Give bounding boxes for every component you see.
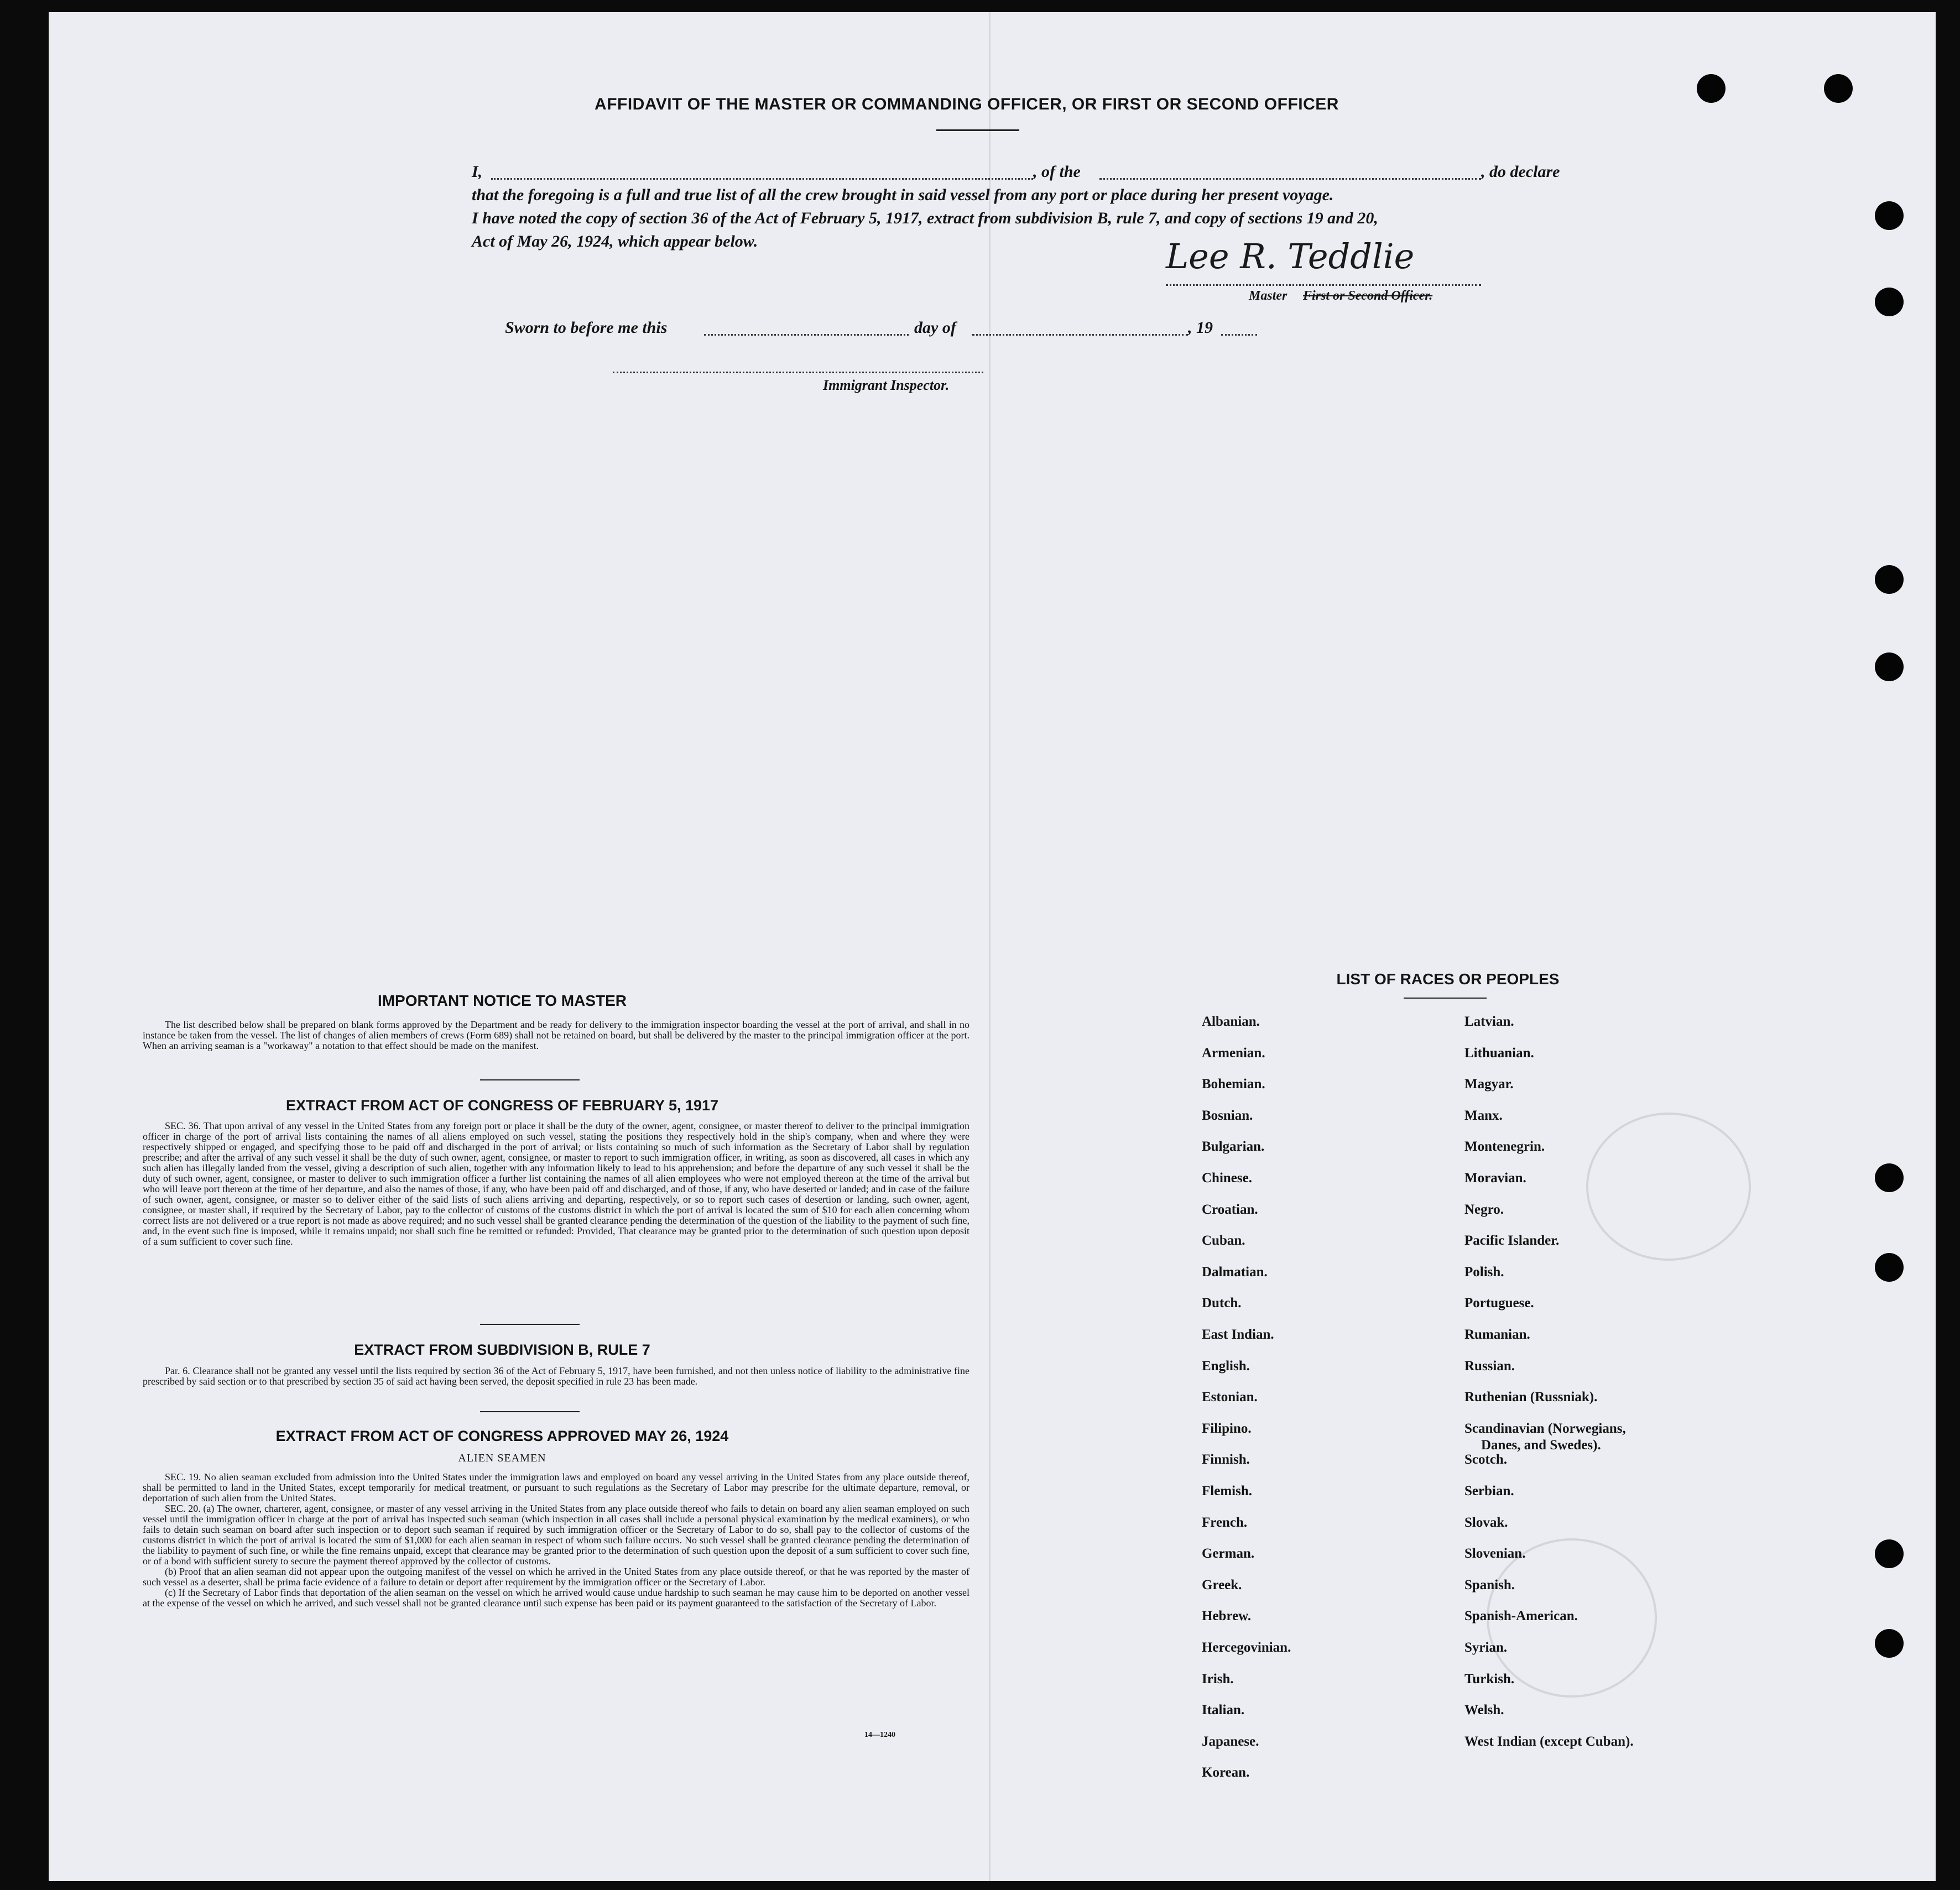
inspector-label: Immigrant Inspector. xyxy=(823,377,950,393)
race-item: Estonian. xyxy=(1202,1390,1258,1405)
declaration-i: I, xyxy=(472,163,483,181)
form-number: 14—1240 xyxy=(864,1731,895,1739)
vessel-line xyxy=(1099,178,1481,180)
alien-seamen-subtitle: ALIEN SEAMEN xyxy=(458,1452,546,1464)
race-item: Cuban. xyxy=(1202,1233,1245,1249)
race-item: Welsh. xyxy=(1464,1703,1504,1718)
race-item: Italian. xyxy=(1202,1703,1245,1718)
sec-20c-paragraph: (c) If the Secretary of Labor finds that deportation of the alien seaman on the vessel on which he arrived would cause undue hardship to such seaman he may cause him to be deported on another vessel at the expense of the vessel on which he arrived, and such vessel shall not be granted clearance until such expense has been paid or its payment guaranteed to the satisfaction of the Secretary of Labor. xyxy=(143,1587,969,1609)
section-rule xyxy=(480,1079,580,1080)
notice-body xyxy=(143,1020,969,1051)
declaration-of-the: , of the xyxy=(1033,163,1081,181)
race-item: Pacific Islander. xyxy=(1464,1233,1560,1249)
sworn-label: Sworn to before me this xyxy=(505,319,668,337)
sworn-year: , 19 xyxy=(1188,319,1213,337)
race-item: Rumanian. xyxy=(1464,1327,1530,1342)
race-item: Ruthenian (Russniak). xyxy=(1464,1390,1598,1405)
sworn-day-line xyxy=(704,334,909,336)
race-item: Albanian. xyxy=(1202,1014,1260,1029)
inspector-signature-line xyxy=(613,372,983,373)
extract-rule7-paragraph: Par. 6. Clearance shall not be granted any vessel until the lists required by section 36 of the Act of February 5, 1917, have been furnished, and not then unless notice of liability to the administrative fine prescribed by said section or to that prescribed by section 35 of said act having been served, the deposit specified in rule 23 has been made. xyxy=(143,1365,969,1387)
race-item: Slovenian. xyxy=(1464,1546,1526,1562)
extract-1917-body xyxy=(143,1121,969,1247)
race-item: Filipino. xyxy=(1202,1421,1252,1436)
race-item: Hercegovinian. xyxy=(1202,1640,1291,1655)
races-title: LIST OF RACES OR PEOPLES xyxy=(1336,970,1560,988)
extract-1924-body xyxy=(143,1472,969,1609)
race-item: Manx. xyxy=(1464,1108,1503,1123)
declaration-do-declare: , do declare xyxy=(1481,163,1560,181)
master-label: Master xyxy=(1249,289,1287,303)
punch-hole xyxy=(1875,1163,1904,1192)
race-item: Russian. xyxy=(1464,1358,1515,1374)
affidavit-title: AFFIDAVIT OF THE MASTER OR COMMANDING OFFICER, OR FIRST OR SECOND OFFICER xyxy=(595,95,1339,113)
declaration-line-4: Act of May 26, 1924, which appear below. xyxy=(472,232,758,250)
sec-19-paragraph: SEC. 19. No alien seaman excluded from admission into the United States under the immigration laws and employed on board any vessel arriving in the United States from any place outside thereof, shall be permitted to land in the United States, except temporarily for medical treatment, or pursuant to such regulations as the Secretary of Labor may prescribe for the ultimate departure, removal, or deportation of such alien from the United States. xyxy=(143,1471,969,1503)
race-item: Armenian. xyxy=(1202,1045,1265,1061)
race-item: West Indian (except Cuban). xyxy=(1464,1734,1634,1749)
race-item: Flemish. xyxy=(1202,1484,1252,1499)
document-page xyxy=(49,12,1936,1881)
race-item: Slovak. xyxy=(1464,1515,1508,1530)
extract-rule7-title: EXTRACT FROM SUBDIVISION B, RULE 7 xyxy=(354,1341,650,1358)
title-rule xyxy=(936,129,1019,131)
punch-hole xyxy=(1875,565,1904,594)
race-item: Scandinavian (Norwegians, xyxy=(1464,1421,1626,1436)
race-item: Irish. xyxy=(1202,1671,1234,1687)
sworn-day-of: day of xyxy=(914,319,956,337)
race-item: English. xyxy=(1202,1358,1250,1374)
sec-20b-paragraph: (b) Proof that an alien seaman did not appear upon the outgoing manifest of the vessel on which he arrived in the United States from any place outside thereof, or that he was reported by the master of such vessel as a deserter, shall be prima facie evidence of a failure to detain or deport after requirement by the immigration officer or the Secretary of Labor. xyxy=(143,1566,969,1588)
punch-hole xyxy=(1875,288,1904,316)
race-item: East Indian. xyxy=(1202,1327,1274,1342)
punch-hole xyxy=(1875,1629,1904,1658)
race-item: Portuguese. xyxy=(1464,1296,1534,1311)
extract-1917-title: EXTRACT FROM ACT OF CONGRESS OF FEBRUARY 5, 1917 xyxy=(285,1097,719,1114)
race-item: Scotch. xyxy=(1464,1452,1508,1468)
extract-1917-paragraph: SEC. 36. That upon arrival of any vessel in the United States from any foreign port or place it shall be the duty of the owner, agent, consignee, or master thereof to deliver to the principal immigration officer in charge of the port of arrival lists containing the names of all aliens employed on such vessel, stating the positions they respectively hold in the ship's company, when and where they were respectively shipped or engaged, and specifying those to be paid off and discharged in the port of arrival; or lists containing so much of such information as the Secretary of Labor shall by regulation prescribe; and after the arrival of any such vessel it shall be the duty of such owner, agent, consignee, or master to report to such immigration officer, in writing, as soon as discovered, all cases in which any such alien has illegally landed from the vessel, giving a description of such alien, together with any information likely to lead to his apprehension; and before the departure of any such vessel it shall be the duty of such owner, agent, consignee, or master to deliver to such immigration officer a further list containing the names of all alien employees who were not employed thereon at the time of the arrival but who will leave port thereon at the time of her departure, and also the names of those, if any, who have been paid off and discharged, and of those, if any, who have deserted or landed; and in case of the failure of such owner, agent, consignee, or master so to deliver either of the said lists of such aliens arriving and departing, respectively, or so to report such cases of desertion or landing, such owner, agent, consignee, or master shall, if required by the Secretary of Labor, pay to the collector of customs of the customs district in which the port of arrival is located the sum of $10 for each alien concerning whom correct lists are not delivered or a true report is not made as above required; and no such vessel shall be granted clearance pending the determination of the question of the liability to the payment of such fine, and, in the event such fine is imposed, while it remains unpaid; nor shall such fine be remitted or refunded: Provided, That clearance may be granted prior to the determination of such question upon deposit of a sum sufficient to cover such fine. xyxy=(143,1120,969,1247)
race-item: Spanish. xyxy=(1464,1577,1515,1593)
struck-officer-label: First or Second Officer. xyxy=(1303,289,1433,303)
race-item: Turkish. xyxy=(1464,1671,1515,1687)
race-item: Croatian. xyxy=(1202,1202,1258,1217)
race-item: Greek. xyxy=(1202,1577,1242,1593)
extract-1924-title: EXTRACT FROM ACT OF CONGRESS APPROVED MAY 26, 1924 xyxy=(275,1428,729,1444)
race-item: Negro. xyxy=(1464,1202,1504,1217)
race-item: Spanish-American. xyxy=(1464,1609,1578,1624)
race-item: Magyar. xyxy=(1464,1077,1514,1092)
race-item: Dalmatian. xyxy=(1202,1264,1268,1280)
extract-rule7-body xyxy=(143,1366,969,1387)
race-item: Latvian. xyxy=(1464,1014,1514,1029)
race-item: Bohemian. xyxy=(1202,1077,1265,1092)
master-signature: Lee R. Teddlie xyxy=(1166,236,1415,276)
race-item: Hebrew. xyxy=(1202,1609,1252,1624)
race-item: Finnish. xyxy=(1202,1452,1250,1468)
race-item: Bosnian. xyxy=(1202,1108,1253,1123)
section-rule xyxy=(480,1324,580,1325)
sworn-month-line xyxy=(972,334,1188,336)
race-item: Montenegrin. xyxy=(1464,1139,1545,1155)
race-item: Japanese. xyxy=(1202,1734,1259,1749)
declaration-line-2: that the foregoing is a full and true list of all the crew brought in said vessel from any port or place during her present voyage. xyxy=(472,186,1334,204)
signature-line xyxy=(1166,284,1481,286)
name-line xyxy=(491,178,1033,180)
sec-20a-paragraph: SEC. 20. (a) The owner, charterer, agent, consignee, or master of any vessel arriving in the United States from any place outside thereof who fails to detain on board any alien seaman employed on such vessel until the immigration officer in charge at the port of arrival has inspected such seaman (which inspection in all cases shall include a personal physical examination by the medical examiners), or who fails to detain such seaman on board after such inspection or to deport such seaman if required by such immigration officer or the Secretary of Labor to do so, shall pay to the collector of customs of the customs district in which the port of arrival is located the sum of $1,000 for each alien seaman in respect of whom such failure occurs. No such vessel shall be granted clearance pending the determination of the liability to payment of such fine, or while the fine remains unpaid, except that clearance may be granted prior to the determination of such question upon the deposit of a sum sufficient to cover such fine, or of a bond with sufficient surety to secure the payment thereof approved by the collector of customs. xyxy=(143,1503,969,1567)
punch-hole xyxy=(1875,201,1904,230)
punch-hole xyxy=(1875,652,1904,681)
section-rule xyxy=(480,1411,580,1412)
race-item: Danes, and Swedes). xyxy=(1481,1437,1601,1453)
race-item: Korean. xyxy=(1202,1765,1250,1781)
races-title-rule xyxy=(1404,998,1487,999)
punch-hole xyxy=(1875,1539,1904,1568)
punch-hole xyxy=(1875,1253,1904,1282)
race-item: French. xyxy=(1202,1515,1248,1530)
race-item: Syrian. xyxy=(1464,1640,1508,1655)
race-item: Lithuanian. xyxy=(1464,1045,1534,1061)
notice-title: IMPORTANT NOTICE TO MASTER xyxy=(377,992,627,1009)
race-item: Chinese. xyxy=(1202,1171,1252,1186)
faint-seal-stamp xyxy=(1586,1113,1751,1261)
page-fold xyxy=(989,12,991,1881)
race-item: Bulgarian. xyxy=(1202,1139,1265,1155)
race-item: Dutch. xyxy=(1202,1296,1242,1311)
race-item: Moravian. xyxy=(1464,1171,1526,1186)
race-item: Polish. xyxy=(1464,1264,1504,1280)
notice-paragraph: The list described below shall be prepared on blank forms approved by the Department and be ready for delivery to the immigration inspector boarding the vessel at the port of arrival, and shall in no instance be taken from the vessel. The list of changes of alien members of crews (Form 689) shall not be retained on board, but shall be delivered by the master to the principal immigration officer at the port. When an arriving seaman is a "workaway" a notation to that effect should be made on the manifest. xyxy=(143,1019,969,1051)
sworn-year-line xyxy=(1221,334,1257,336)
declaration-line-3: I have noted the copy of section 36 of the Act of February 5, 1917, extract from subdivision B, rule 7, and copy of sections 19 and 20, xyxy=(472,209,1378,227)
race-item: Serbian. xyxy=(1464,1484,1514,1499)
race-item: German. xyxy=(1202,1546,1255,1562)
